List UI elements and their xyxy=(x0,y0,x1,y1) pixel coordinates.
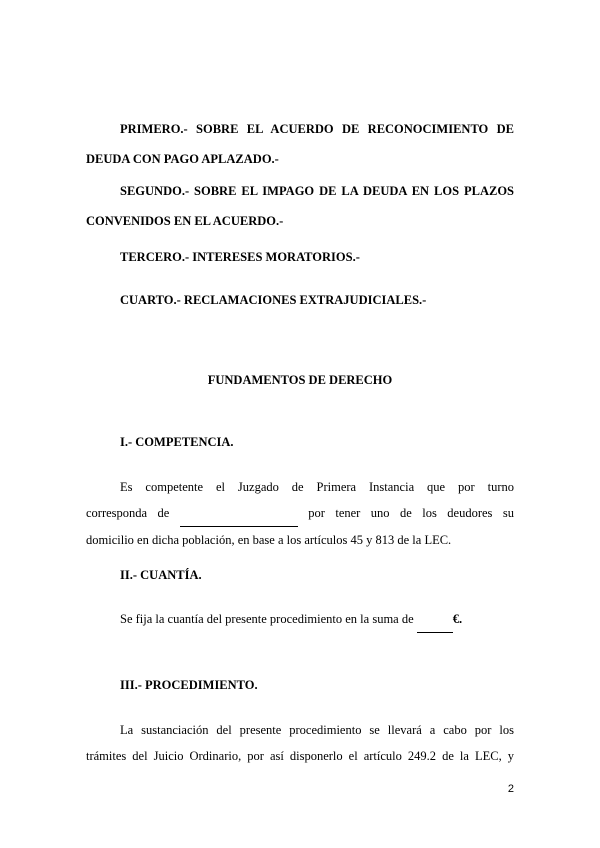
procedimiento-line1: La sustanciación del presente procedimiento se llevará a cabo por los xyxy=(120,723,514,737)
competencia-line2-end: por tener uno de los deudores su xyxy=(308,506,514,520)
court-blank-field[interactable] xyxy=(180,500,298,527)
fact-segundo-line1: SEGUNDO.- SOBRE EL IMPAGO DE LA DEUDA EN LOS PLAZOS xyxy=(120,184,514,198)
cuantia-text: Se fija la cuantía del presente procedimiento en la suma de xyxy=(120,612,414,626)
competencia-heading: I.- COMPETENCIA. xyxy=(120,435,234,449)
procedimiento-paragraph xyxy=(86,717,514,769)
fact-segundo xyxy=(86,176,514,236)
procedimiento-line2: trámites del Juicio Ordinario, por así disponerlo el artículo 249.2 de la LEC, y xyxy=(86,749,514,763)
fact-primero xyxy=(86,114,514,174)
competencia-line1: Es competente el Juzgado de Primera Instancia que por turno xyxy=(120,480,514,494)
page-number: 2 xyxy=(507,783,514,795)
fact-primero-line1: PRIMERO.- SOBRE EL ACUERDO DE RECONOCIMIENTO DE xyxy=(120,122,514,136)
competencia-line2-start: corresponda de xyxy=(86,506,170,520)
fact-primero-line2: DEUDA CON PAGO APLAZADO.- xyxy=(86,152,279,166)
cuantia-heading: II.- CUANTÍA. xyxy=(120,568,202,582)
currency-symbol: €. xyxy=(452,612,463,626)
cuantia-paragraph xyxy=(120,606,514,633)
amount-blank-field[interactable] xyxy=(417,606,453,633)
competencia-paragraph xyxy=(86,474,514,553)
fact-tercero: TERCERO.- INTERESES MORATORIOS.- xyxy=(120,250,360,264)
procedimiento-heading: III.- PROCEDIMIENTO. xyxy=(120,678,258,692)
fact-cuarto: CUARTO.- RECLAMACIONES EXTRAJUDICIALES.- xyxy=(120,293,427,307)
competencia-line3: domicilio en dicha población, en base a los artículos 45 y 813 de la LEC. xyxy=(86,533,452,547)
section-title: FUNDAMENTOS DE DERECHO xyxy=(207,373,393,387)
competencia-line2 xyxy=(86,500,514,527)
fact-segundo-line2: CONVENIDOS EN EL ACUERDO.- xyxy=(86,214,284,228)
